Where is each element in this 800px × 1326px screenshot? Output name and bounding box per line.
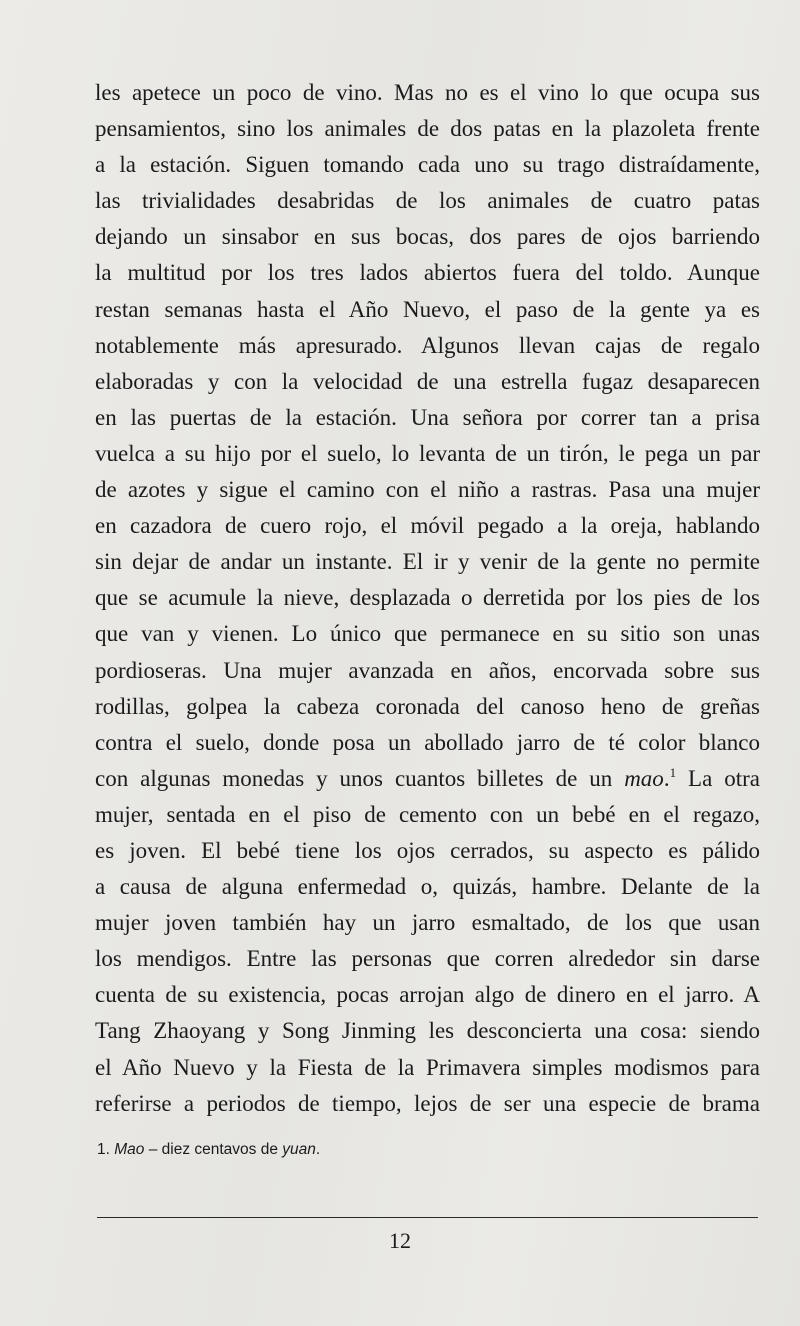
text-line-footnote xyxy=(95,761,760,797)
text-line: la multitud por los tres lados abiertos fuera del toldo. Aunque xyxy=(95,260,760,286)
text-line: el Año Nuevo y la Fiesta de la Primavera simples modismos para xyxy=(95,1054,760,1080)
text-line: elaboradas y con la velocidad de una estrella fugaz desaparecen xyxy=(95,368,760,394)
text-line: mujer, sentada en el piso de cemento con un bebé en el regazo, xyxy=(95,801,760,827)
text-line: restan semanas hasta el Año Nuevo, el paso de la gente ya es xyxy=(95,296,760,322)
text-segment: La otra xyxy=(676,765,760,791)
text-line: rodillas, golpea la cabeza coronada del canoso heno de greñas xyxy=(95,693,760,719)
footnote-reference: 1 xyxy=(669,764,677,780)
text-line: contra el suelo, donde posa un abollado jarro de té color blanco xyxy=(95,729,760,755)
footnote xyxy=(97,1141,320,1159)
text-line: notablemente más apresurado. Algunos llevan cajas de regalo xyxy=(95,332,760,358)
text-line: cuenta de su existencia, pocas arrojan algo de dinero en el jarro. A xyxy=(95,982,760,1008)
footnote-currency: yuan xyxy=(282,1141,316,1158)
text-line: que van y vienen. Lo único que permanece en su sitio son unas xyxy=(95,621,760,647)
footnote-text: – diez centavos de xyxy=(144,1141,283,1158)
text-line: los mendigos. Entre las personas que corren alrededor sin darse xyxy=(95,946,760,972)
text-line: vuelca a su hijo por el suelo, lo levanta de un tirón, le pega un par xyxy=(95,440,760,466)
text-segment: con algunas monedas y unos cuantos billetes de un xyxy=(95,765,625,791)
text-line: dejando un sinsabor en sus bocas, dos pares de ojos barriendo xyxy=(95,224,760,250)
text-line: es joven. El bebé tiene los ojos cerrados, su aspecto es pálido xyxy=(95,837,760,863)
text-line: referirse a periodos de tiempo, lejos de ser una especie de brama xyxy=(95,1090,760,1116)
text-line: a la estación. Siguen tomando cada uno su trago distraídamente, xyxy=(95,152,760,178)
italic-term: mao xyxy=(624,765,664,791)
footnote-term: Mao xyxy=(114,1141,145,1158)
text-line: pensamientos, sino los animales de dos patas en la plazoleta frente xyxy=(95,116,760,142)
body-text xyxy=(95,75,760,1122)
footnote-number: 1. xyxy=(97,1141,110,1158)
text-line: en cazadora de cuero rojo, el móvil pegado a la oreja, hablando xyxy=(95,513,760,539)
page-number: 12 xyxy=(389,1228,411,1253)
text-line: de azotes y sigue el camino con el niño a rastras. Pasa una mujer xyxy=(95,477,760,503)
text-line: sin dejar de andar un instante. El ir y venir de la gente no permite xyxy=(95,549,760,575)
text-line: mujer joven también hay un jarro esmaltado, de los que usan xyxy=(95,910,760,936)
text-line: a causa de alguna enfermedad o, quizás, hambre. Delante de la xyxy=(95,874,760,900)
text-line: en las puertas de la estación. Una señora por correr tan a prisa xyxy=(95,404,760,430)
text-line: que se acumule la nieve, desplazada o derretida por los pies de los xyxy=(95,585,760,611)
footnote-end: . xyxy=(315,1141,321,1158)
text-line: las trivialidades desabridas de los animales de cuatro patas xyxy=(95,188,760,214)
text-segment: . xyxy=(663,765,670,791)
text-line: les apetece un poco de vino. Mas no es el vino lo que ocupa sus xyxy=(95,80,760,105)
text-line: pordioseras. Una mujer avanzada en años, encorvada sobre sus xyxy=(95,657,760,683)
text-line: Tang Zhaoyang y Song Jinming les desconcierta una cosa: siendo xyxy=(95,1018,760,1044)
footer-rule xyxy=(97,1217,758,1218)
